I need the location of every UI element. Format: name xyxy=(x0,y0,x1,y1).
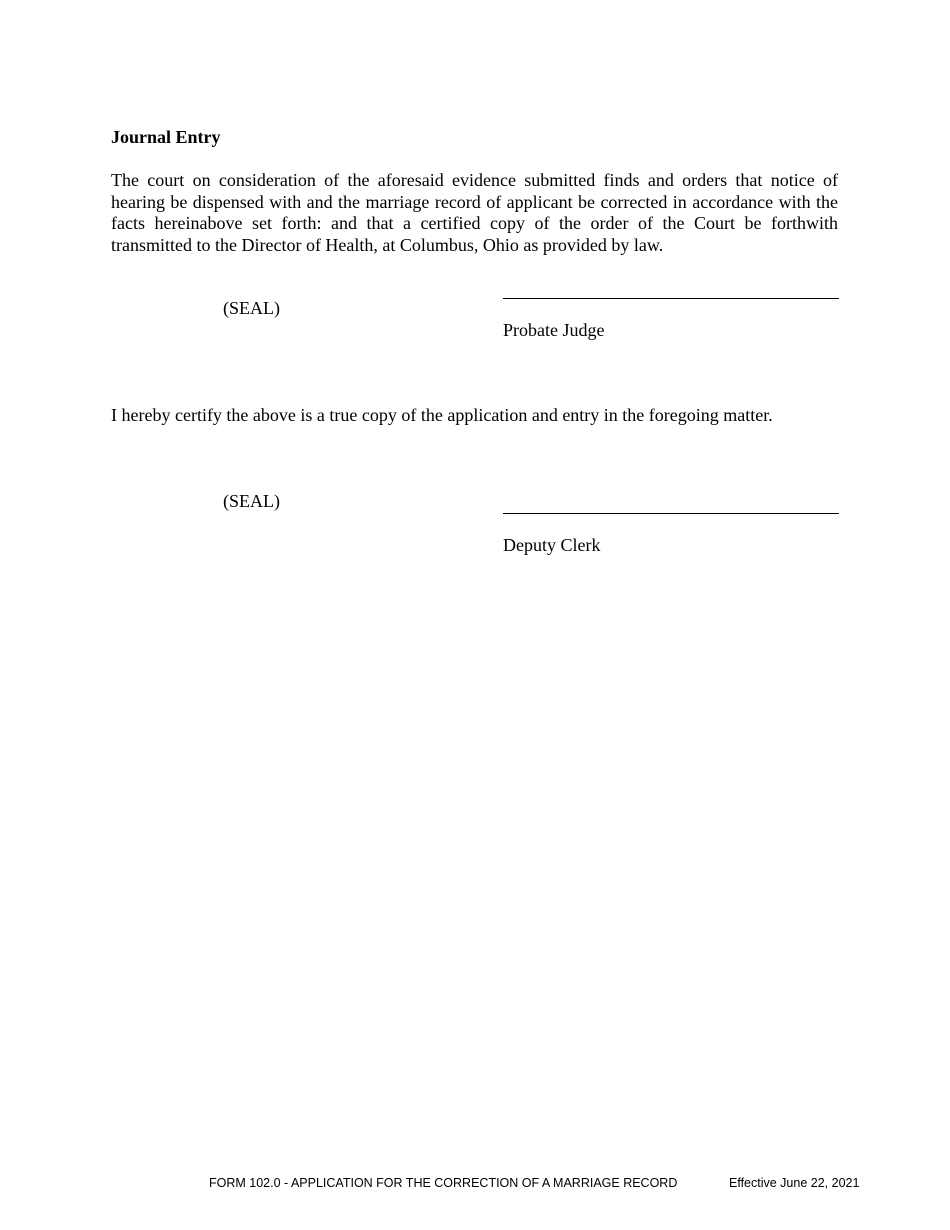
judge-signature-line[interactable] xyxy=(503,298,839,299)
footer-form-title: FORM 102.0 - APPLICATION FOR THE CORRECTION OF A MARRIAGE RECORD xyxy=(209,1176,678,1190)
certification-statement: I hereby certify the above is a true copy of the application and entry in the foregoing matter. xyxy=(111,405,773,425)
clerk-seal-label: (SEAL) xyxy=(223,491,280,511)
journal-entry-body: The court on consideration of the aforesaid evidence submitted finds and orders that notice of hearing be dispensed with and the marriage record of applicant be corrected in accordance with the facts hereinabove set forth: and that a certified copy of the order of the Court be forthwith transmitted to the Director of Health, at Columbus, Ohio as provided by law. xyxy=(111,170,838,255)
journal-entry-heading: Journal Entry xyxy=(111,127,221,147)
clerk-signature-line[interactable] xyxy=(503,513,839,514)
judge-signature-title: Probate Judge xyxy=(503,320,605,340)
clerk-signature-title: Deputy Clerk xyxy=(503,535,601,555)
footer-effective-date: Effective June 22, 2021 xyxy=(729,1176,860,1190)
judge-seal-label: (SEAL) xyxy=(223,298,280,318)
